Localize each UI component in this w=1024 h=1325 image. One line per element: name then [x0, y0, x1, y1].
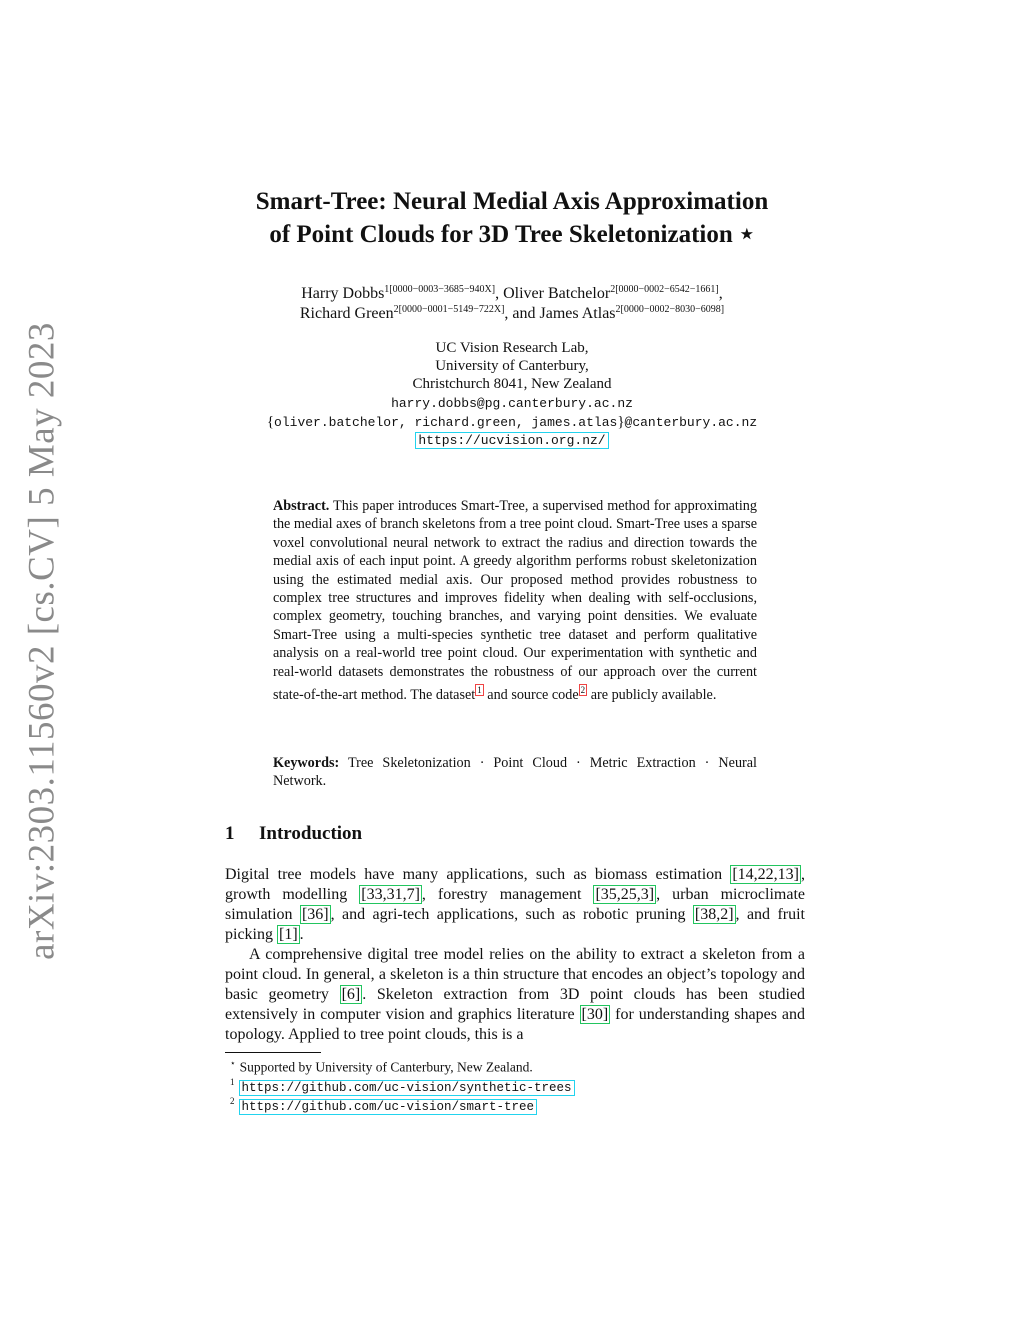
author-separator: , [495, 285, 504, 302]
brace-open: { [266, 414, 275, 430]
author-name: Harry Dobbs [301, 285, 385, 302]
citation-link[interactable]: [30] [581, 1006, 609, 1023]
email-group-names: oliver.batchelor, richard.green, james.atlas [274, 415, 618, 430]
citation-link[interactable]: [35,25,3] [595, 886, 655, 903]
abstract-label: Abstract. [273, 498, 330, 514]
affiliation-university: University of Canterbury, [435, 358, 589, 374]
footnote-link-1[interactable]: 1 [477, 685, 482, 696]
intro-paragraph-2 [225, 945, 805, 1045]
title-text-1: Smart-Tree: Neural Medial Axis Approximation [255, 188, 769, 215]
citation-link[interactable]: [38,2] [694, 906, 734, 923]
email-group-domain: @canterbury.ac.nz [624, 415, 758, 430]
footnote-star-mark: ⋆ [230, 1058, 236, 1068]
para-text: , urban microclimate simulation [225, 886, 805, 923]
paper-title-line-2 [0, 219, 1024, 249]
section-title: Introduction [259, 823, 363, 844]
author-name: Oliver Batchelor [503, 285, 611, 302]
footnote-1 [230, 1077, 575, 1095]
footnote-star [230, 1058, 533, 1076]
authors-line-2 [0, 304, 1024, 323]
website-link[interactable]: https://ucvision.org.nz/ [415, 432, 608, 449]
keywords-text: Tree Skeletonization · Point Cloud · Metric Extraction · Neural Network. [273, 755, 757, 790]
para-text: for understanding shapes and topology. Applied to tree point clouds, this is a [225, 1006, 806, 1043]
abstract-middle: and source code [483, 687, 579, 704]
section-number: 1 [225, 823, 235, 844]
brace-close: } [617, 414, 625, 430]
abstract-dataset-word: dataset [435, 687, 476, 704]
paper-title-line-1 [0, 188, 1024, 216]
abstract-block [273, 497, 757, 704]
footnote-star-text: Supported by University of Canterbury, New Zealand. [239, 1059, 533, 1075]
abstract-text: This paper introduces Smart-Tree, a supervised method for approximating the medial axes of branch skeletons from a tree point cloud. Smart-Tree uses a sparse voxel convolutional neural network to extract the radius and direction towards the medial axis of each input point. A greedy algorithm performs robust skeletonization using the estimated medial axis. Our proposed method provides robustness to complex tree structures and improves fidelity when dealing with self-occlusions, complex geometry, touching branches, and varying point densities. We evaluate Smart-Tree using a multi-species synthetic tree dataset and perform qualitative analysis on a real-world tree point cloud. Our experimentation with synthetic and real-world datasets demonstrates the robustness of our approach over the current state-of-the-art method. The [273, 498, 757, 704]
para-text: , growth modelling [225, 866, 805, 903]
citation-link[interactable]: [14,22,13] [732, 866, 799, 883]
author-orcid: 2[0000−0002−8030−6098] [615, 304, 725, 315]
affiliation-city: Christchurch 8041, New Zealand [412, 376, 612, 392]
email-primary: harry.dobbs@pg.canterbury.ac.nz [391, 396, 633, 411]
email-group [0, 414, 1024, 431]
arxiv-identifier: arXiv:2303.11560v2 [cs.CV] 5 May 2023 [21, 322, 63, 960]
footnote-link-2[interactable]: 2 [580, 685, 586, 696]
footnote-2-mark: 2 [230, 1096, 235, 1106]
title-text-2: of Point Clouds for 3D Tree Skeletonization [269, 221, 733, 248]
section-heading [225, 823, 362, 845]
intro-paragraph-1 [225, 865, 805, 945]
footnote-1-url[interactable]: https://github.com/uc-vision/synthetic-trees [239, 1080, 575, 1096]
footnote-1-mark: 1 [230, 1077, 235, 1087]
title-footnote-mark: ⋆ [739, 221, 755, 248]
author-separator: , and [504, 305, 540, 322]
para-text: , forestry management [421, 886, 594, 903]
keywords-label: Keywords: [273, 755, 340, 771]
citation-link[interactable]: [36] [301, 906, 329, 923]
para-text: A comprehensive digital tree model relies on the ability to extract a skeleton from a point cloud. In general, a skeleton is a thin structure that encodes an object’s topology and basic geometry [225, 946, 805, 1003]
citation-link[interactable]: [6] [341, 986, 361, 1003]
author-orcid: 2[0000−0002−6542−1661] [610, 284, 719, 295]
affiliation-lab: UC Vision Research Lab, [435, 340, 589, 356]
keywords-block [273, 754, 757, 791]
author-name: Richard Green [299, 305, 394, 322]
author-name: James Atlas [539, 305, 616, 322]
footnote-2 [230, 1096, 537, 1114]
website-line [0, 433, 1024, 448]
author-separator: , [718, 285, 723, 302]
para-text: . Skeleton extraction from 3D point clouds has been studied extensively in computer vision and graphics literature [225, 986, 806, 1023]
citation-link[interactable]: [1] [279, 926, 298, 943]
para-text: , and agri-tech applications, such as robotic pruning [330, 906, 693, 923]
para-text: Digital tree models have many applications, such as biomass estimation [225, 866, 731, 883]
abstract-ending: are publicly available. [587, 687, 717, 704]
para-text: . [299, 926, 304, 943]
footnote-divider [225, 1052, 321, 1053]
footnote-2-url[interactable]: https://github.com/uc-vision/smart-tree [239, 1099, 538, 1115]
citation-link[interactable]: [33,31,7] [361, 886, 420, 903]
author-orcid: 2[0000−0001−5149−722X] [393, 304, 505, 315]
author-orcid: 1[0000−0003−3685−940X] [384, 284, 496, 295]
para-text: , and fruit picking [225, 906, 806, 943]
authors-line-1 [0, 284, 1024, 303]
